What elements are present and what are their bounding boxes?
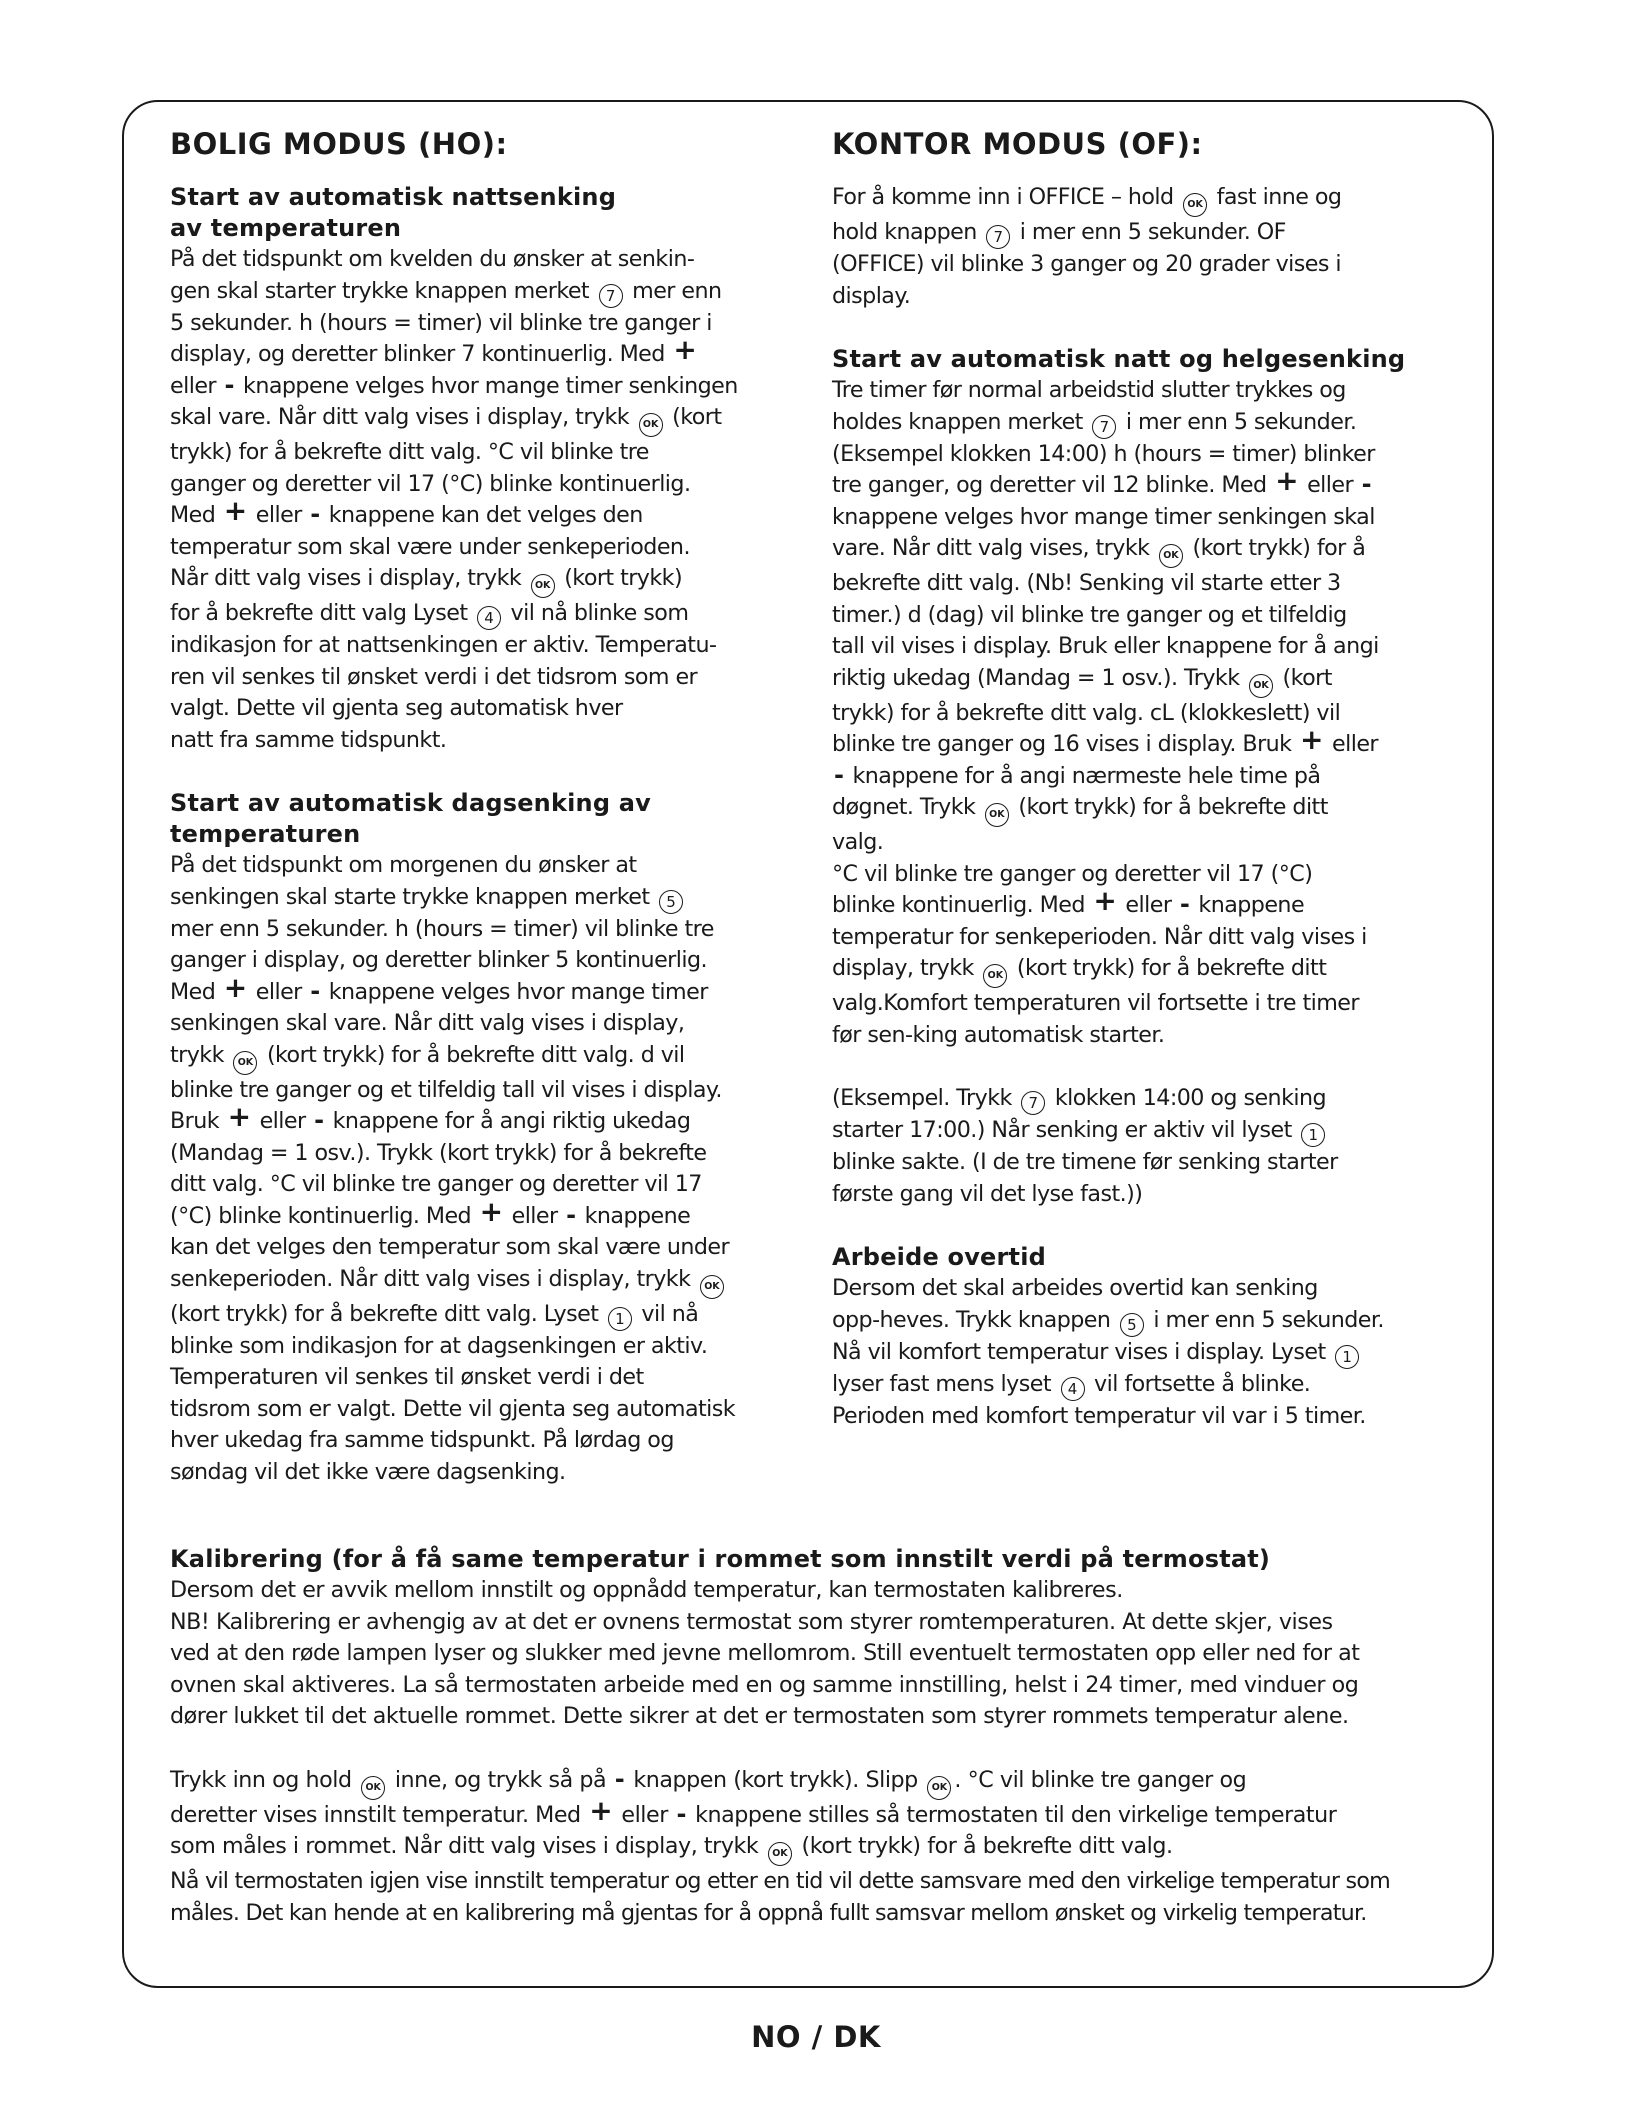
- text-line: display, og deretter blinker 7 kontinuerlig. Med: [170, 341, 665, 367]
- text-line: På det tidspunkt om kvelden du ønsker at senkin-: [170, 246, 695, 272]
- ok-button-icon: OK: [639, 413, 663, 437]
- text-line: ved at den røde lampen lyser og slukker med jevne mellomrom. Still eventuelt termostaten opp eller ned for at: [170, 1640, 1360, 1666]
- text-line: Når ditt valg vises i display, trykk: [170, 565, 522, 591]
- text-line: eller: [170, 372, 217, 399]
- text-line: ditt valg. °C vil blinke tre ganger og deretter vil 17: [170, 1171, 702, 1197]
- text-line: vil nå blinke som: [510, 600, 689, 626]
- day-setback-text: [170, 850, 798, 1488]
- night-weekend-setback-text: [832, 375, 1462, 1051]
- text-line: (kort: [672, 404, 722, 430]
- text-line: knappene for å angi nærmeste hele time på: [852, 762, 1321, 789]
- text-line: Nå vil termostaten igjen vise innstilt temperatur og etter en tid vil dette samsvare med den virkelige temperatur som: [170, 1868, 1391, 1894]
- text-line: blinke tre ganger og 16 vises i display. Bruk: [832, 731, 1292, 757]
- text-line: blinke kontinuerlig. Med: [832, 892, 1085, 918]
- ok-button-icon: OK: [985, 803, 1009, 827]
- text-line: Dersom det skal arbeides overtid kan senking: [832, 1275, 1318, 1301]
- text-line: hold knappen: [832, 219, 977, 245]
- text-line: (Eksempel. Trykk: [832, 1085, 1012, 1111]
- bolig-mode-title: BOLIG MODUS (HO):: [170, 127, 508, 161]
- text-line: Tre timer før normal arbeidstid slutter trykkes og: [832, 377, 1346, 403]
- text-line: knappene velges hvor mange timer senkingen: [243, 372, 738, 399]
- text-line: eller: [511, 1202, 558, 1229]
- text-line: knappene for å angi riktig ukedag: [332, 1108, 691, 1134]
- light-1-icon: 1: [608, 1307, 632, 1331]
- ok-button-icon: OK: [768, 1842, 792, 1866]
- text-line: (kort trykk) for å bekrefte ditt: [1016, 955, 1327, 981]
- text-line: i mer enn 5 sekunder.: [1125, 408, 1357, 435]
- ok-button-icon: OK: [983, 964, 1007, 988]
- text-line: vil nå: [641, 1300, 699, 1327]
- text-line: (kort trykk) for å bekrefte ditt: [1018, 794, 1328, 820]
- text-line: (OFFICE) vil blinke 3 ganger og 20 grader vises i: [832, 251, 1342, 277]
- button-7-icon: 7: [1092, 415, 1116, 439]
- text-line: tidsrom som er valgt. Dette vil gjenta seg automatisk: [170, 1395, 736, 1422]
- text-line: fast inne og: [1216, 184, 1342, 210]
- text-line: (kort trykk): [564, 565, 683, 591]
- text-line: knappene velges hvor mange timer: [328, 978, 708, 1005]
- minus-icon: -: [1179, 890, 1190, 918]
- text-line: display, trykk: [832, 955, 974, 981]
- minus-icon: -: [224, 370, 235, 399]
- minus-icon: -: [310, 500, 321, 528]
- text-line: valgt. Dette vil gjenta seg automatisk hver: [170, 695, 623, 721]
- text-line: knappen (kort trykk). Slipp: [633, 1766, 918, 1793]
- calibration-section: [170, 1544, 1470, 1929]
- ok-button-icon: OK: [927, 1776, 951, 1800]
- text-line: lyser fast mens lyset: [832, 1370, 1051, 1397]
- minus-icon: -: [310, 976, 321, 1005]
- example-text: [832, 1083, 1462, 1210]
- text-line: Med: [170, 502, 216, 528]
- text-line: tall vil vises i display. Bruk eller knappene for å angi: [832, 633, 1379, 659]
- text-line: 5 sekunder. h (hours = timer) vil blinke tre ganger i: [170, 309, 712, 336]
- plus-icon: +: [223, 494, 248, 527]
- plus-icon: +: [1275, 464, 1299, 497]
- text-line: deretter vises innstilt temperatur. Med: [170, 1801, 581, 1828]
- text-line: eller: [255, 978, 302, 1005]
- text-line: (Mandag = 1 osv.). Trykk (kort trykk) for å bekrefte: [170, 1139, 707, 1166]
- plus-icon: +: [227, 1100, 252, 1133]
- heading-line: av temperaturen: [170, 214, 402, 242]
- text-line: mer enn 5 sekunder. h (hours = timer) vil blinke tre: [170, 915, 714, 942]
- text-line: knappene kan det velges den: [328, 502, 643, 528]
- text-line: senkingen skal vare. Når ditt valg vises i display,: [170, 1010, 685, 1036]
- text-line: starter 17:00.) Når senking er aktiv vil lyset: [832, 1117, 1292, 1143]
- text-line: På det tidspunkt om morgenen du ønsker at: [170, 852, 637, 878]
- text-line: (kort: [1282, 664, 1332, 691]
- minus-icon: -: [566, 1200, 577, 1229]
- text-line: °C vil blinke tre ganger og deretter vil 17 (°C): [832, 860, 1313, 887]
- text-line: trykk) for å bekrefte ditt valg. cL (klokkeslett) vil: [832, 699, 1341, 726]
- text-line: kan det velges den temperatur som skal være under: [170, 1234, 730, 1260]
- text-line: blinke som indikasjon for at dagsenkingen er aktiv.: [170, 1332, 708, 1359]
- text-line: holdes knappen merket: [832, 408, 1083, 435]
- text-line: dører lukket til det aktuelle rommet. Dette sikrer at det er termostaten som styrer rommets temperatur alene.: [170, 1703, 1349, 1729]
- text-line: temperatur for senkeperioden. Når ditt valg vises i: [832, 923, 1367, 950]
- text-line: Nå vil komfort temperatur vises i display. Lyset: [832, 1338, 1326, 1365]
- text-line: måles. Det kan hende at en kalibrering må gjentas for å oppnå fullt samsvar mellom ønsket og virkelig temperatur.: [170, 1899, 1367, 1926]
- text-line: senkeperioden. Når ditt valg vises i display, trykk: [170, 1265, 691, 1292]
- left-column: [170, 126, 798, 1488]
- calibration-steps-text: [170, 1765, 1470, 1930]
- text-line: i mer enn 5 sekunder. OF: [1019, 219, 1286, 245]
- plus-icon: +: [1093, 884, 1117, 917]
- text-line: For å komme inn i OFFICE – hold: [832, 184, 1174, 210]
- text-line: (°C) blinke kontinuerlig. Med: [170, 1202, 472, 1229]
- text-line: eller: [621, 1801, 668, 1828]
- kontor-mode-title: KONTOR MODUS (OF):: [832, 127, 1203, 161]
- text-line: valg.Komfort temperaturen vil fortsette i tre timer: [832, 990, 1359, 1016]
- text-line: temperatur som skal være under senkeperioden.: [170, 533, 690, 560]
- heading-line: Start av automatisk dagsenking av: [170, 789, 652, 817]
- text-line: Med: [170, 978, 216, 1005]
- text-line: før sen-king automatisk starter.: [832, 1021, 1165, 1048]
- ok-button-icon: OK: [1249, 674, 1273, 698]
- overtime-text: [832, 1273, 1462, 1432]
- plus-icon: +: [1300, 723, 1324, 756]
- text-line: Trykk inn og hold: [170, 1766, 352, 1793]
- text-line: blinke sakte. (I de tre timene før senking starter: [832, 1149, 1338, 1175]
- light-1-icon: 1: [1301, 1123, 1325, 1147]
- text-line: knappene: [1198, 892, 1305, 918]
- plus-icon: +: [673, 333, 697, 366]
- text-line: eller: [259, 1108, 306, 1134]
- text-line: Dersom det er avvik mellom innstilt og oppnådd temperatur, kan termostaten kalibreres.: [170, 1577, 1123, 1603]
- text-line: trykk) for å bekrefte ditt valg. °C vil blinke tre: [170, 439, 649, 465]
- text-line: som måles i rommet. Når ditt valg vises i display, trykk: [170, 1833, 759, 1859]
- text-line: natt fra samme tidspunkt.: [170, 726, 447, 753]
- text-line: hver ukedag fra samme tidspunkt. På lørdag og: [170, 1427, 674, 1453]
- ok-button-icon: OK: [1159, 544, 1183, 568]
- text-line: ganger og deretter vil 17 (°C) blinke kontinuerlig.: [170, 470, 691, 497]
- minus-icon: -: [676, 1799, 687, 1828]
- minus-icon: -: [614, 1764, 625, 1793]
- text-line: NB! Kalibrering er avhengig av at det er ovnens termostat som styrer romtemperaturen. At dette skjer, vises: [170, 1608, 1333, 1635]
- text-line: senkingen skal starte trykke knappen merket: [170, 883, 650, 910]
- light-4-icon: 4: [1061, 1377, 1085, 1401]
- button-7-icon: 7: [1021, 1091, 1045, 1115]
- text-line: indikasjon for at nattsenkingen er aktiv. Temperatu-: [170, 632, 717, 658]
- text-line: riktig ukedag (Mandag = 1 osv.). Trykk: [832, 664, 1240, 691]
- ok-button-icon: OK: [361, 1776, 385, 1800]
- calibration-heading: Kalibrering (for å få same temperatur i rommet som innstilt verdi på termostat): [170, 1545, 1271, 1573]
- button-7-icon: 7: [986, 225, 1010, 249]
- plus-icon: +: [223, 970, 248, 1004]
- text-line: bekrefte ditt valg. (Nb! Senking vil starte etter 3: [832, 570, 1341, 596]
- text-line: ren vil senkes til ønsket verdi i det tidsrom som er: [170, 663, 698, 690]
- text-line: ovnen skal aktiveres. La så termostaten arbeide med en og samme innstilling, helst i 24 timer, med vinduer og: [170, 1671, 1359, 1698]
- right-column: [832, 126, 1462, 1432]
- text-line: eller: [255, 502, 302, 528]
- text-line: tre ganger, og deretter vil 12 blinke. Med: [832, 472, 1267, 498]
- button-7-icon: 7: [599, 284, 623, 308]
- plus-icon: +: [479, 1194, 504, 1228]
- text-line: (kort trykk) for å bekrefte ditt valg. Lyset: [170, 1300, 599, 1327]
- text-line: inne, og trykk så på: [394, 1766, 607, 1793]
- plus-icon: +: [589, 1793, 613, 1827]
- ok-button-icon: OK: [531, 574, 555, 598]
- text-line: vil fortsette å blinke.: [1094, 1370, 1311, 1397]
- text-line: eller: [1125, 892, 1172, 918]
- night-weekend-setback-heading: Start av automatisk natt og helgesenking: [832, 345, 1406, 373]
- text-line: vare. Når ditt valg vises, trykk: [832, 535, 1150, 561]
- text-line: valg.: [832, 829, 884, 855]
- minus-icon: -: [834, 760, 844, 789]
- heading-line: temperaturen: [170, 820, 361, 848]
- text-line: knappene velges hvor mange timer senkingen skal: [832, 503, 1375, 530]
- text-line: eller: [1307, 472, 1354, 498]
- text-line: knappene stilles så termostaten til den virkelige temperatur: [695, 1801, 1337, 1828]
- button-5-icon: 5: [659, 890, 683, 914]
- heading-line: Start av automatisk nattsenking: [170, 183, 617, 211]
- light-4-icon: 4: [477, 606, 501, 630]
- text-line: . °C vil blinke tre ganger og: [954, 1766, 1247, 1793]
- text-line: klokken 14:00 og senking: [1054, 1085, 1327, 1111]
- text-line: mer enn: [632, 277, 722, 304]
- night-setback-heading: [170, 182, 798, 244]
- button-5-icon: 5: [1120, 1313, 1144, 1337]
- language-footer: NO / DK: [751, 2020, 881, 2054]
- text-line: (kort trykk) for å bekrefte ditt valg. d vil: [266, 1041, 685, 1068]
- text-line: (kort trykk) for å: [1192, 535, 1366, 561]
- text-line: opp-heves. Trykk knappen: [832, 1306, 1111, 1333]
- day-setback-heading: [170, 788, 798, 850]
- text-line: timer.) d (dag) vil blinke tre ganger og et tilfeldig: [832, 601, 1347, 628]
- text-line: knappene: [584, 1202, 691, 1229]
- text-line: gen skal starter trykke knappen merket: [170, 277, 590, 304]
- overtime-heading: Arbeide overtid: [832, 1243, 1047, 1271]
- text-line: trykk: [170, 1041, 224, 1068]
- text-line: (kort trykk) for å bekrefte ditt valg.: [801, 1833, 1173, 1859]
- text-line: søndag vil det ikke være dagsenking.: [170, 1458, 566, 1485]
- text-line: blinke tre ganger og et tilfeldig tall vil vises i display.: [170, 1076, 722, 1103]
- calibration-intro-text: [170, 1575, 1470, 1733]
- text-line: skal vare. Når ditt valg vises i display, trykk: [170, 404, 630, 430]
- text-line: for å bekrefte ditt valg Lyset: [170, 600, 468, 626]
- ok-button-icon: OK: [233, 1051, 257, 1075]
- minus-icon: -: [1361, 470, 1372, 498]
- text-line: døgnet. Trykk: [832, 794, 976, 820]
- ok-button-icon: OK: [700, 1275, 724, 1299]
- text-line: Perioden med komfort temperatur vil var i 5 timer.: [832, 1402, 1366, 1429]
- text-line: i mer enn 5 sekunder.: [1153, 1306, 1384, 1333]
- text-line: display.: [832, 282, 911, 309]
- ok-button-icon: OK: [1183, 193, 1207, 217]
- light-1-icon: 1: [1335, 1345, 1359, 1369]
- night-setback-text: [170, 244, 798, 756]
- text-line: eller: [1331, 731, 1378, 757]
- text-line: Bruk: [170, 1108, 220, 1134]
- text-line: Temperaturen vil senkes til ønsket verdi i det: [170, 1364, 644, 1390]
- text-line: første gang vil det lyse fast.)): [832, 1180, 1143, 1207]
- minus-icon: -: [314, 1106, 325, 1134]
- office-intro-text: [832, 182, 1462, 312]
- text-line: ganger i display, og deretter blinker 5 kontinuerlig.: [170, 947, 708, 973]
- text-line: (Eksempel klokken 14:00) h (hours = timer) blinker: [832, 440, 1375, 467]
